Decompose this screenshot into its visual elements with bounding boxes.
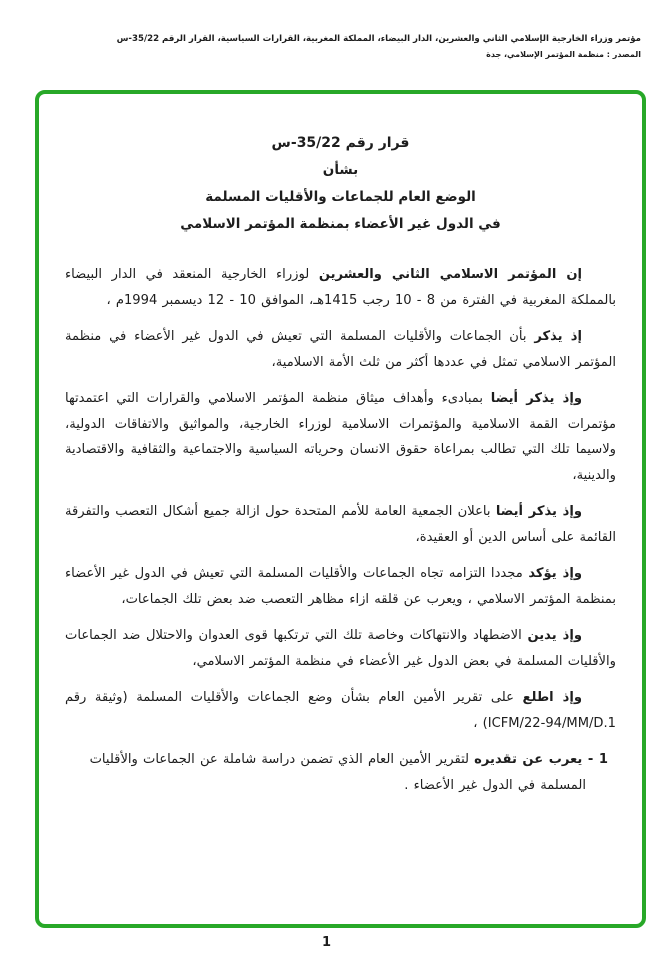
paragraph-text: بمبادىء وأهداف ميثاق منظمة المؤتمر الاسلامي والقرارات التي اعتمدتها مؤتمرات القمة الاسلامية والمؤتمرات الاسلامية لوزراء الخارجية، والمواثيق والاتفاقات الدولية، ولاسيما تلك التي تطالب بمراعاة حقوق الانسان وحرياته السياسية والاجتماعية والثقافية والاقتصادية والدينية، xyxy=(65,391,616,483)
preamble-paragraph xyxy=(65,324,616,375)
resolution-subject-line-2: في الدول غير الأعضاء بمنظمة المؤتمر الاسلامي xyxy=(180,216,501,232)
page-number: 1 xyxy=(321,935,332,950)
document-source-header xyxy=(12,33,641,59)
resolution-subject-word: بشأن xyxy=(322,162,359,178)
operative-paragraph-1 xyxy=(65,747,616,798)
preamble-paragraph xyxy=(65,499,616,550)
paragraph-lead: وإذ يذكر أيضا xyxy=(495,504,582,519)
paragraph-lead: وإذ يدين xyxy=(527,628,582,643)
resolution-number-title: قرار رقم 35/22-س xyxy=(271,135,410,151)
paragraph-lead: وإذ اطلع xyxy=(522,690,583,705)
paragraph-text: على تقرير الأمين العام بشأن وضع الجماعات والأقليات المسلمة (وثيقة رقم ICFM/22-94/MM/D.1) ، xyxy=(65,690,616,731)
header-citation-line: مؤتمر وزراء الخارجية الإسلامي الثاني والعشرين، الدار البيضاء، المملكة المغربية، القرارات السياسية، القرار الرقم 35/22-س xyxy=(116,34,641,44)
green-document-frame xyxy=(35,90,646,928)
paragraph-text: مجددا التزامه تجاه الجماعات والأقليات المسلمة التي تعيش في الدول غير الأعضاء بمنظمة المؤتمر الاسلامي ، ويعرب عن قلقه ازاء مظاهر التعصب ضد بعض تلك الجماعات، xyxy=(65,566,616,607)
paragraph-lead: وإذ يذكر أيضا xyxy=(490,391,582,406)
paragraph-text: لوزراء الخارجية المنعقد في الدار البيضاء بالمملكة المغربية في الفترة من 8 - 10 رجب 1415هـ، الموافق 10 - 12 ديسمبر 1994م ، xyxy=(65,267,616,308)
paragraph-text: الاضطهاد والانتهاكات وخاصة تلك التي ترتكبها قوى العدوان والاحتلال ضد الجماعات والأقليات المسلمة في بعض الدول غير الأعضاء في منظمة المؤتمر الاسلامي، xyxy=(65,628,616,669)
preamble-paragraph xyxy=(65,685,616,736)
paragraph-lead: وإذ يؤكد xyxy=(528,566,582,581)
preamble-paragraph xyxy=(65,561,616,612)
resolution-title-block xyxy=(65,130,616,238)
paragraph-text: بأن الجماعات والأقليات المسلمة التي تعيش في الدول غير الأعضاء في منظمة المؤتمر الاسلامي تمثل في عددها أكثر من ثلث الأمة الاسلامية، xyxy=(65,329,616,370)
paragraph-lead: إذ يذكر xyxy=(534,329,582,344)
resolution-body xyxy=(65,262,616,798)
paragraph-lead: إن المؤتمر الاسلامي الثاني والعشرين xyxy=(318,267,582,282)
preamble-paragraph xyxy=(65,386,616,488)
preamble-paragraph xyxy=(65,623,616,674)
resolution-subject-line-1: الوضع العام للجماعات والأقليات المسلمة xyxy=(205,189,476,205)
header-source-line: المصدر : منظمة المؤتمر الإسلامي، جدة xyxy=(486,50,641,59)
paragraph-text: باعلان الجمعية العامة للأمم المتحدة حول ازالة جميع أشكال التعصب والتفرقة القائمة على أساس الدين أو العقيدة، xyxy=(65,504,616,545)
preamble-paragraph xyxy=(65,262,616,313)
paragraph-lead: 1 - يعرب عن تقديره xyxy=(474,752,608,767)
paragraph-text: لتقرير الأمين العام الذي تضمن دراسة شاملة عن الجماعات والأقليات المسلمة في الدول غير الأعضاء . xyxy=(89,752,586,793)
